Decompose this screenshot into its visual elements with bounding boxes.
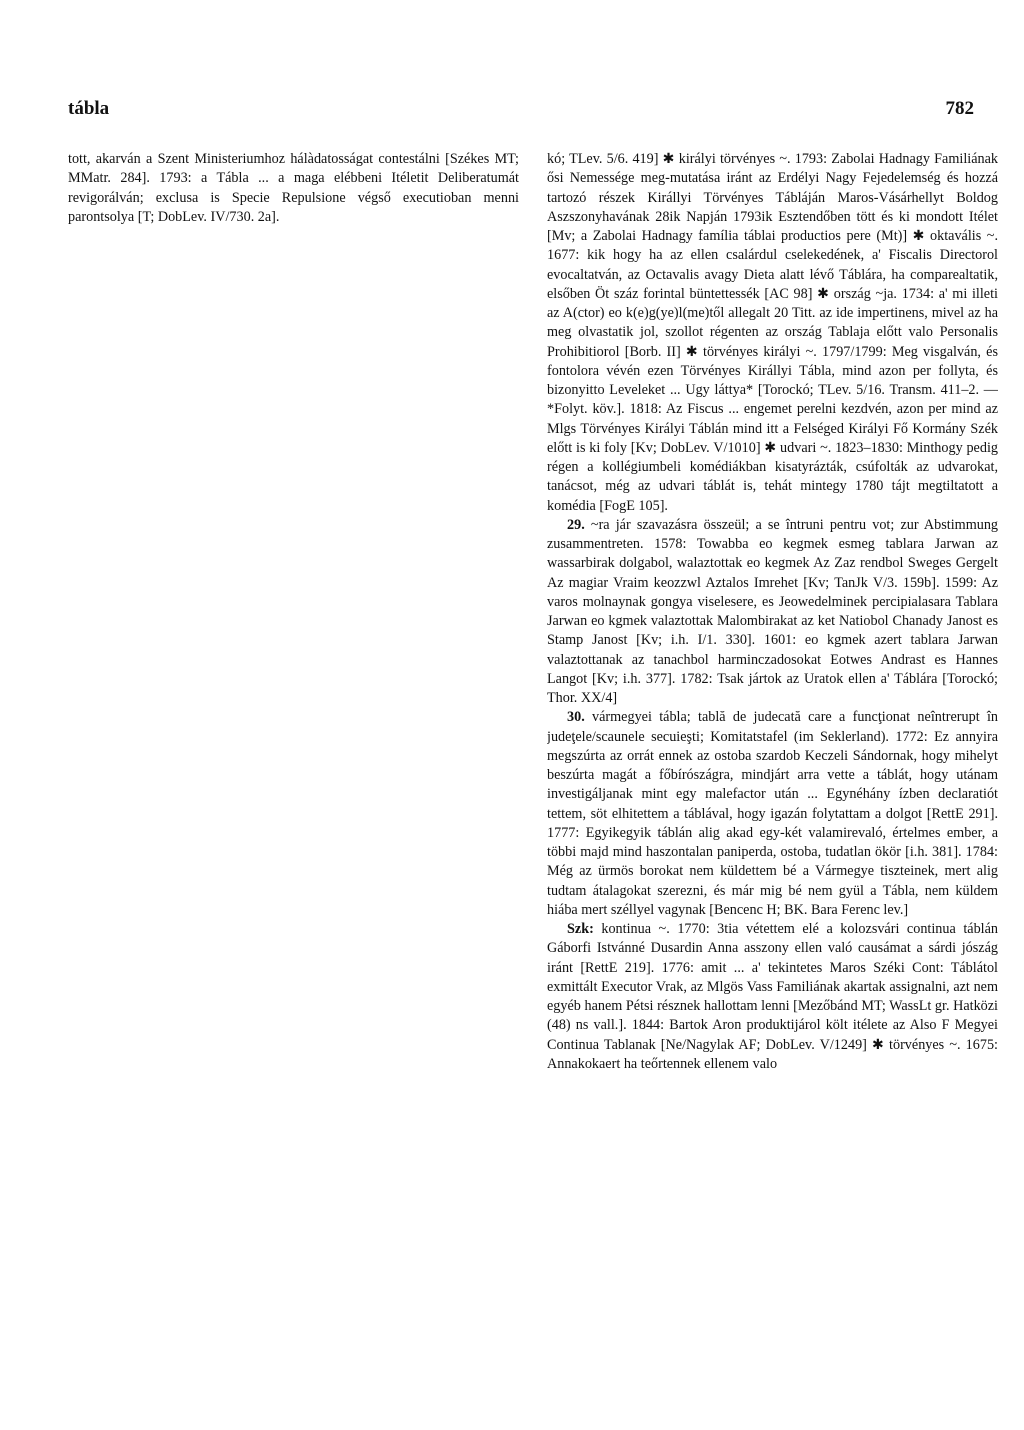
right-column bbox=[547, 150, 998, 1400]
paragraph bbox=[547, 516, 998, 709]
running-head bbox=[68, 98, 974, 128]
entry-text: vármegyei tábla; tablă de judecată care a funcţionat neîntrerupt în judeţele/scaunele secuieşti; Komitatstafel (im Seklerland). 1772: Ez annyira megszúrta az orrát ennek az ostoba szardob Keczeli Sándornak, hogy mihelyt beszúrta magát a főbírószágra, mindjárt arra vette a táblát, hogy utánam investigáljanak mint egy malefactor után ... Egynéhány ízben declaratiót tettem, söt elhitettem a táblával, hogy igazán folytattam a dolgot [RettE 291]. 1777: Egyikegyik táblán alig akad egy-két valamirevaló, értelmes ember, a többi majd mind haszontalan paniperda, ostoba, tudatlan ökör [i.h. 381]. 1784: Még az ürmös borokat nem küldettem bé a Vármegye tiszteinek, mert alig tudtam átalagokat szerezni, és már mig bé nem gyül a Tábla, nem küldem hiába mert széllyel vagynak [Bencenc H; BK. Bara Ferenc lev.] bbox=[547, 709, 998, 918]
entry-text: ~ra jár szavazásra összeül; a se întruni pentru vot; zur Abstimmung zusammentreten. 1578: Towabba eo kegmek esmeg tablara Jarwan az wassarbirak dolgabol, walaztottak eo kegmek Az Zaz rendbol Sweges Gergelt Az magiar Vraim keozzwl Aztalos Imrehet [Kv; TanJk V/3. 159b]. 1599: Az varos molnaynak gongya viselesere, es Jeowedelminek percipialasara Tablara Jarwan eo kgmek valaztottak Malombirakat az ket Natiobol Chanady Janost es Stamp Janost [Kv; i.h. I/1. 330]. 1601: eo kgmek azert tablara Jarwan valaztottanak az tanachbol harminczadosokat Eotwes Andrast es Hannes Langot [Kv; i.h. 377]. 1782: Tsak jártok az Uratok ellen a' Táblára [Torockó; Thor. XX/4] bbox=[547, 516, 998, 706]
paragraph bbox=[547, 708, 998, 920]
entry-number: 29. bbox=[567, 516, 585, 533]
paragraph: tott, akarván a Szent Ministeriumhoz hálàdatosságat contestálni [Székes MT; MMatr. 284]. 1793: a Tábla ... a maga elébbeni Itéletit Deliberatumát revigorálván; exclusa is Specie Repulsione végső executioban menni parontsolya [T; DobLev. IV/730. 2a]. bbox=[68, 151, 519, 225]
entry-label: Szk: bbox=[567, 921, 594, 937]
text-columns bbox=[68, 150, 998, 1400]
paragraph bbox=[547, 150, 998, 516]
paragraph bbox=[547, 920, 998, 1074]
page-number: 782 bbox=[945, 98, 974, 119]
entry-text: kontinua ~. 1770: 3tia vétettem elé a kolozsvári continua táblán Gáborfi Istvánné Dusardin Anna asszony ellen való causámat a sárdi jószág iránt [RettE 219]. 1776: amit ... a' tekintetes Maros Széki Cont: Táblátol exmittált Executor Vrak, az Mlgös Vass Familiának akartak assignalni, azt nem egyéb hanem Pétsi résznek hallottam lenni [Mezőbánd MT; WassLt gr. Hatközi (48) ns vall.]. 1844: Bartok Aron produktijárol költ itélete az Also F Megyei Continua Tablanak [Ne/Nagylak AF; DobLev. V/1249] ✱ törvényes ~. 1675: Annakokaert ha teőrtennek ellenem valo bbox=[547, 921, 998, 1072]
entry-number: 30. bbox=[567, 709, 585, 726]
left-column bbox=[68, 150, 519, 1400]
entry-text: kó; TLev. 5/6. 419] ✱ királyi törvényes ~. 1793: Zabolai Hadnagy Familiának ősi Nemessége meg-mutatása iránt az Erdélyi Nagy Fejedelemség és hozzá tartozó részek Királlyi Törvényes Tábláján Maros-Vásárhellyt Boldog Aszszonyhavának 28ik Napján 1793ik Esztendőben tött és ki mondott Itélet [Mv; a Zabolai Hadnagy família táblai productios pere (Mt)] ✱ oktavális ~. 1677: kik hogy ha az ellen csalárdul cselekedének, a' Fiscalis Directorol evocaltatván, az Octavalis avagy Dieta alatt lévő Táblára, ha comparealtatik, elsőben Öt száz forintal büntettessék [AC 98] ✱ ország ~ja. 1734: a' mi illeti az A(ctor) eo k(e)g(ye)l(me)től allegalt 20 Titt. az ide impertinens, mivel az ha meg olvastatik jol, szollot régenten az ország Tablaja előtt valo Personalis Prohibitiorol [Borb. II] ✱ törvényes királyi ~. 1797/1799: Meg visgalván, és fontolora vévén ezen Törvényes Királlyi Tábla, mind azon per follyta, és bizonyitto Leveleket ... Ugy láttya* [Torockó; TLev. 5/16. Transm. 411–2. — *Folyt. köv.]. 1818: Az Fiscus ... engemet perelni kezdvén, azon per mind az Mlgs Törvényes Királyi Táblán mind itt a Felséged Királyi Fő Kormány Szék előtt is ki foly [Kv; DobLev. V/1010] ✱ udvari ~. 1823–1830: Minthogy pedig régen a kollégiumbeli komédiákban kisatyrázták, csúfolták az udvarokat, tanácsot, még az udvari táblát is, tehát mintegy 1780 tájt megtiltatott a komédia [FogE 105]. bbox=[547, 151, 998, 514]
headword: tábla bbox=[68, 98, 110, 119]
